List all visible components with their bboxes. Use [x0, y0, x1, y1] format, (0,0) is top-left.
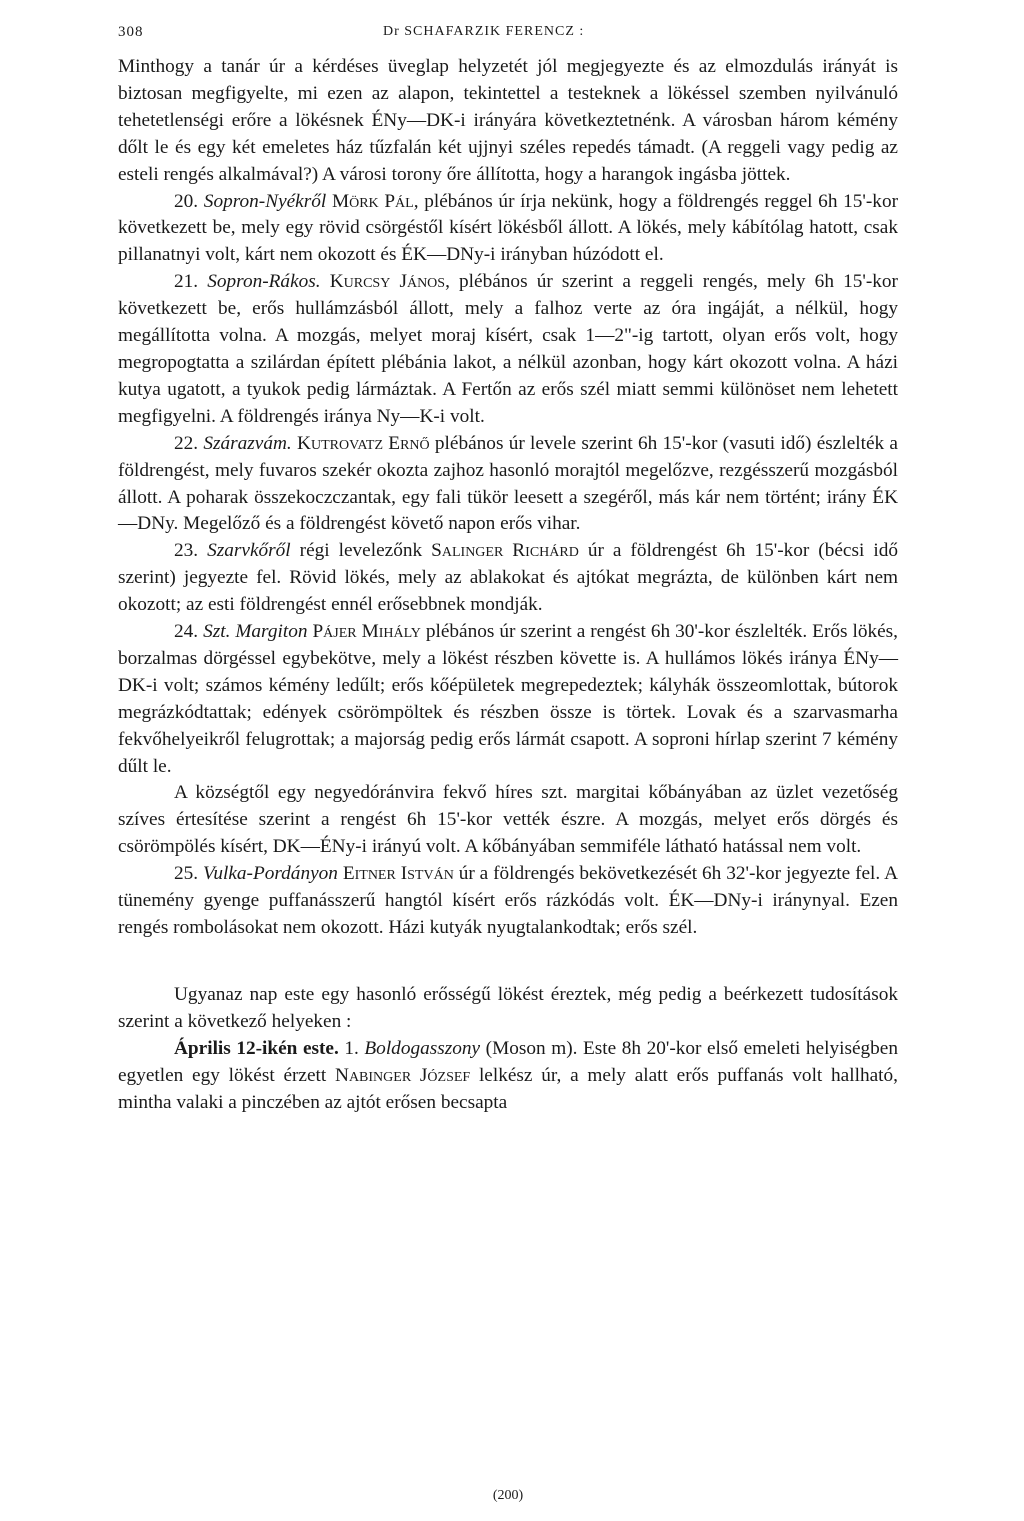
- entry-number: 21.: [174, 271, 199, 293]
- person-name: Kutrovatz Ernő: [297, 432, 430, 454]
- place-name: Sopron-Rákos.: [207, 271, 321, 293]
- entry-text: plébános úr szerint a reggeli rengés, mely 6h 15'-kor következett be, erős hullámzásból állott, mely a falhoz verte az óra ingáját, a nélkül, hogy megállította volna. A mozgás, melyet moraj kísért, csak 1—2"-ig tartott, olyan erős volt, hogy megropogtatta a szilárdan épített plébánia lakot, a nélkül azonban, hogy kárt okozott volna. A házi kutya ugatott, a tyukok pedig lármáztak. A Fertőn az erős szél miatt semmi különöset nem lehetett megfigyelni. A földrengés iránya Ny—K-i volt.: [118, 271, 898, 427]
- place-name: Vulka-Pordányon: [203, 863, 338, 885]
- person-name: Nabinger József: [335, 1064, 471, 1086]
- paragraph-23: [118, 538, 898, 619]
- signature-mark: (200): [492, 1488, 524, 1503]
- person-name: Eitner István: [342, 863, 454, 885]
- county: (Moson m).: [485, 1037, 578, 1059]
- place-name: Sopron-Nyékről: [203, 190, 327, 212]
- page-number: 308: [118, 24, 144, 40]
- running-head: [118, 14, 898, 54]
- place-name: Szt. Margiton: [203, 621, 308, 643]
- place-name: Szarvkőről: [207, 540, 291, 562]
- entry-number: 22.: [174, 432, 199, 454]
- entry-number: 24.: [174, 621, 199, 643]
- paragraph-21: [118, 269, 898, 430]
- paragraph-intro: Minthogy a tanár úr a kérdéses üveglap helyzetét jól megjegyezte és az elmozdulás irányát is biztosan megfigyelte, mi ezen az alapon, tekintettel a testeknek a lökéssel szemben nyilvánuló tehetetlenségi erőre a lökésnek ÉNy—DK-i irányára következtetnénk. A városban három kémény dőlt le és egy két emeletes ház tűzfalán két ujjnyi széles repedés támadt. (A reggeli vagy pedig az esteli rengés alkalmával?) A városi torony őre állította, hogy a harangok ingásba jöttek.: [118, 56, 898, 185]
- entry-text: plébános úr írja nekünk, hogy a földrengés reggel 6h 15'-kor következett be, mely egy rövid csörgéstől kísért lökésből állott. A lökés, mely kábítólag hatott, csak pillanatnyi volt, kárt nem okozott és ÉK—DNy-i irányban húzódott el.: [118, 190, 899, 266]
- entry-pretext: Este 8h 20'-kor első emeleti helyiségben egyetlen egy lökést érzett: [118, 1037, 898, 1086]
- page: [118, 14, 898, 1116]
- entry-pretext: régi levelezőnk: [299, 540, 423, 562]
- person-name: Pájer Mihály: [312, 621, 421, 643]
- entry-number: 1.: [344, 1037, 359, 1059]
- entry-text: úr a földrengést 6h 15'-kor (bécsi idő szerint) jegyezte fel. Rövid lökés, mely az ablakokat és ajtókat megrázta, de különben kárt nem okozott; az esti földrengést ennél erősebbnek mondják.: [118, 540, 898, 616]
- paragraph-22: [118, 431, 898, 539]
- entry-text: lelkész úr, a mely alatt erős puffanás volt hallható, mintha valaki a pinczében az ajtót erősen becsapta: [118, 1064, 898, 1113]
- running-title: Dr SCHAFARZIK FERENCZ :: [383, 24, 585, 39]
- entry-number: 20.: [174, 190, 199, 212]
- section-gap: [118, 942, 898, 982]
- person-name: Salinger Richárd: [431, 540, 579, 562]
- body-text: [118, 54, 898, 1116]
- entry-number: 25.: [174, 863, 199, 885]
- paragraph-24: [118, 619, 898, 780]
- person-name: Kurcsy János,: [329, 271, 450, 293]
- entry-text: plébános úr levele szerint 6h 15'-kor (vasuti idő) észlelték a földrengést, mely fuvaros szekér okozta zajhoz hasonló morajtól megelőzve, rezgésszerű mozgásból állott. A poharak összekoczczantak, egy fali tükör leesett a szegéről, más kár nem történt; irány ÉK—DNy. Megelőző és a földrengést követő napon erős vihar.: [118, 432, 898, 535]
- paragraph-25: [118, 861, 898, 942]
- entry-text: úr a földrengés bekövetkezését 6h 32'-kor jegyezte fel. A tünemény gyenge puffanásszerű hangtól kísért erős rázkódás volt. ÉK—DNy-i iránynyal. Ezen rengés rombolásokat nem okozott. Házi kutyák nyugtalankodtak; erős szél.: [118, 863, 898, 938]
- date-heading: Április 12-ikén este.: [174, 1037, 339, 1059]
- entry-number: 23.: [174, 540, 199, 562]
- person-name: Mörk Pál,: [331, 190, 419, 212]
- place-name: Szárazvám.: [203, 432, 292, 454]
- entry-text: plébános úr szerint a rengést 6h 30'-kor észlelték. Erős lökés, borzalmas dörgéssel egybekötve, mely a lökést részben követte is. A hullámos lökés iránya ÉNy—DK-i volt; számos kémény ledűlt; erős kőépületek megrepedeztek; kályhák összeomlottak, bútorok megrázkódtattak; edények csörömpöltek és részben össze is törtek. Lovak és a szarvasmarha fekvőhelyeikről felugrottak; a majorság pedig erős lármát csapott. A soproni hírlap szerint 7 kémény dűlt le.: [118, 621, 898, 777]
- paragraph-20: [118, 189, 898, 270]
- place-name: Boldogasszony: [364, 1037, 481, 1059]
- paragraph-evening: Ugyanaz nap este egy hasonló erősségű lökést éreztek, még pedig a beérkezett tudosítások szerint a következő helyeken :: [118, 983, 898, 1032]
- paragraph-april: [118, 1036, 898, 1117]
- paragraph-24b: A községtől egy negyedóránvira fekvő híres szt. margitai kőbányában az üzlet vezetőség szíves értesítése szerint a rengést 6h 15'-kor vették észre. A mozgás, melyet erős dörgés és csörömpölés kísért, DK—ÉNy-i irányú volt. A kőbányában semmiféle látható hatással nem volt.: [118, 782, 898, 858]
